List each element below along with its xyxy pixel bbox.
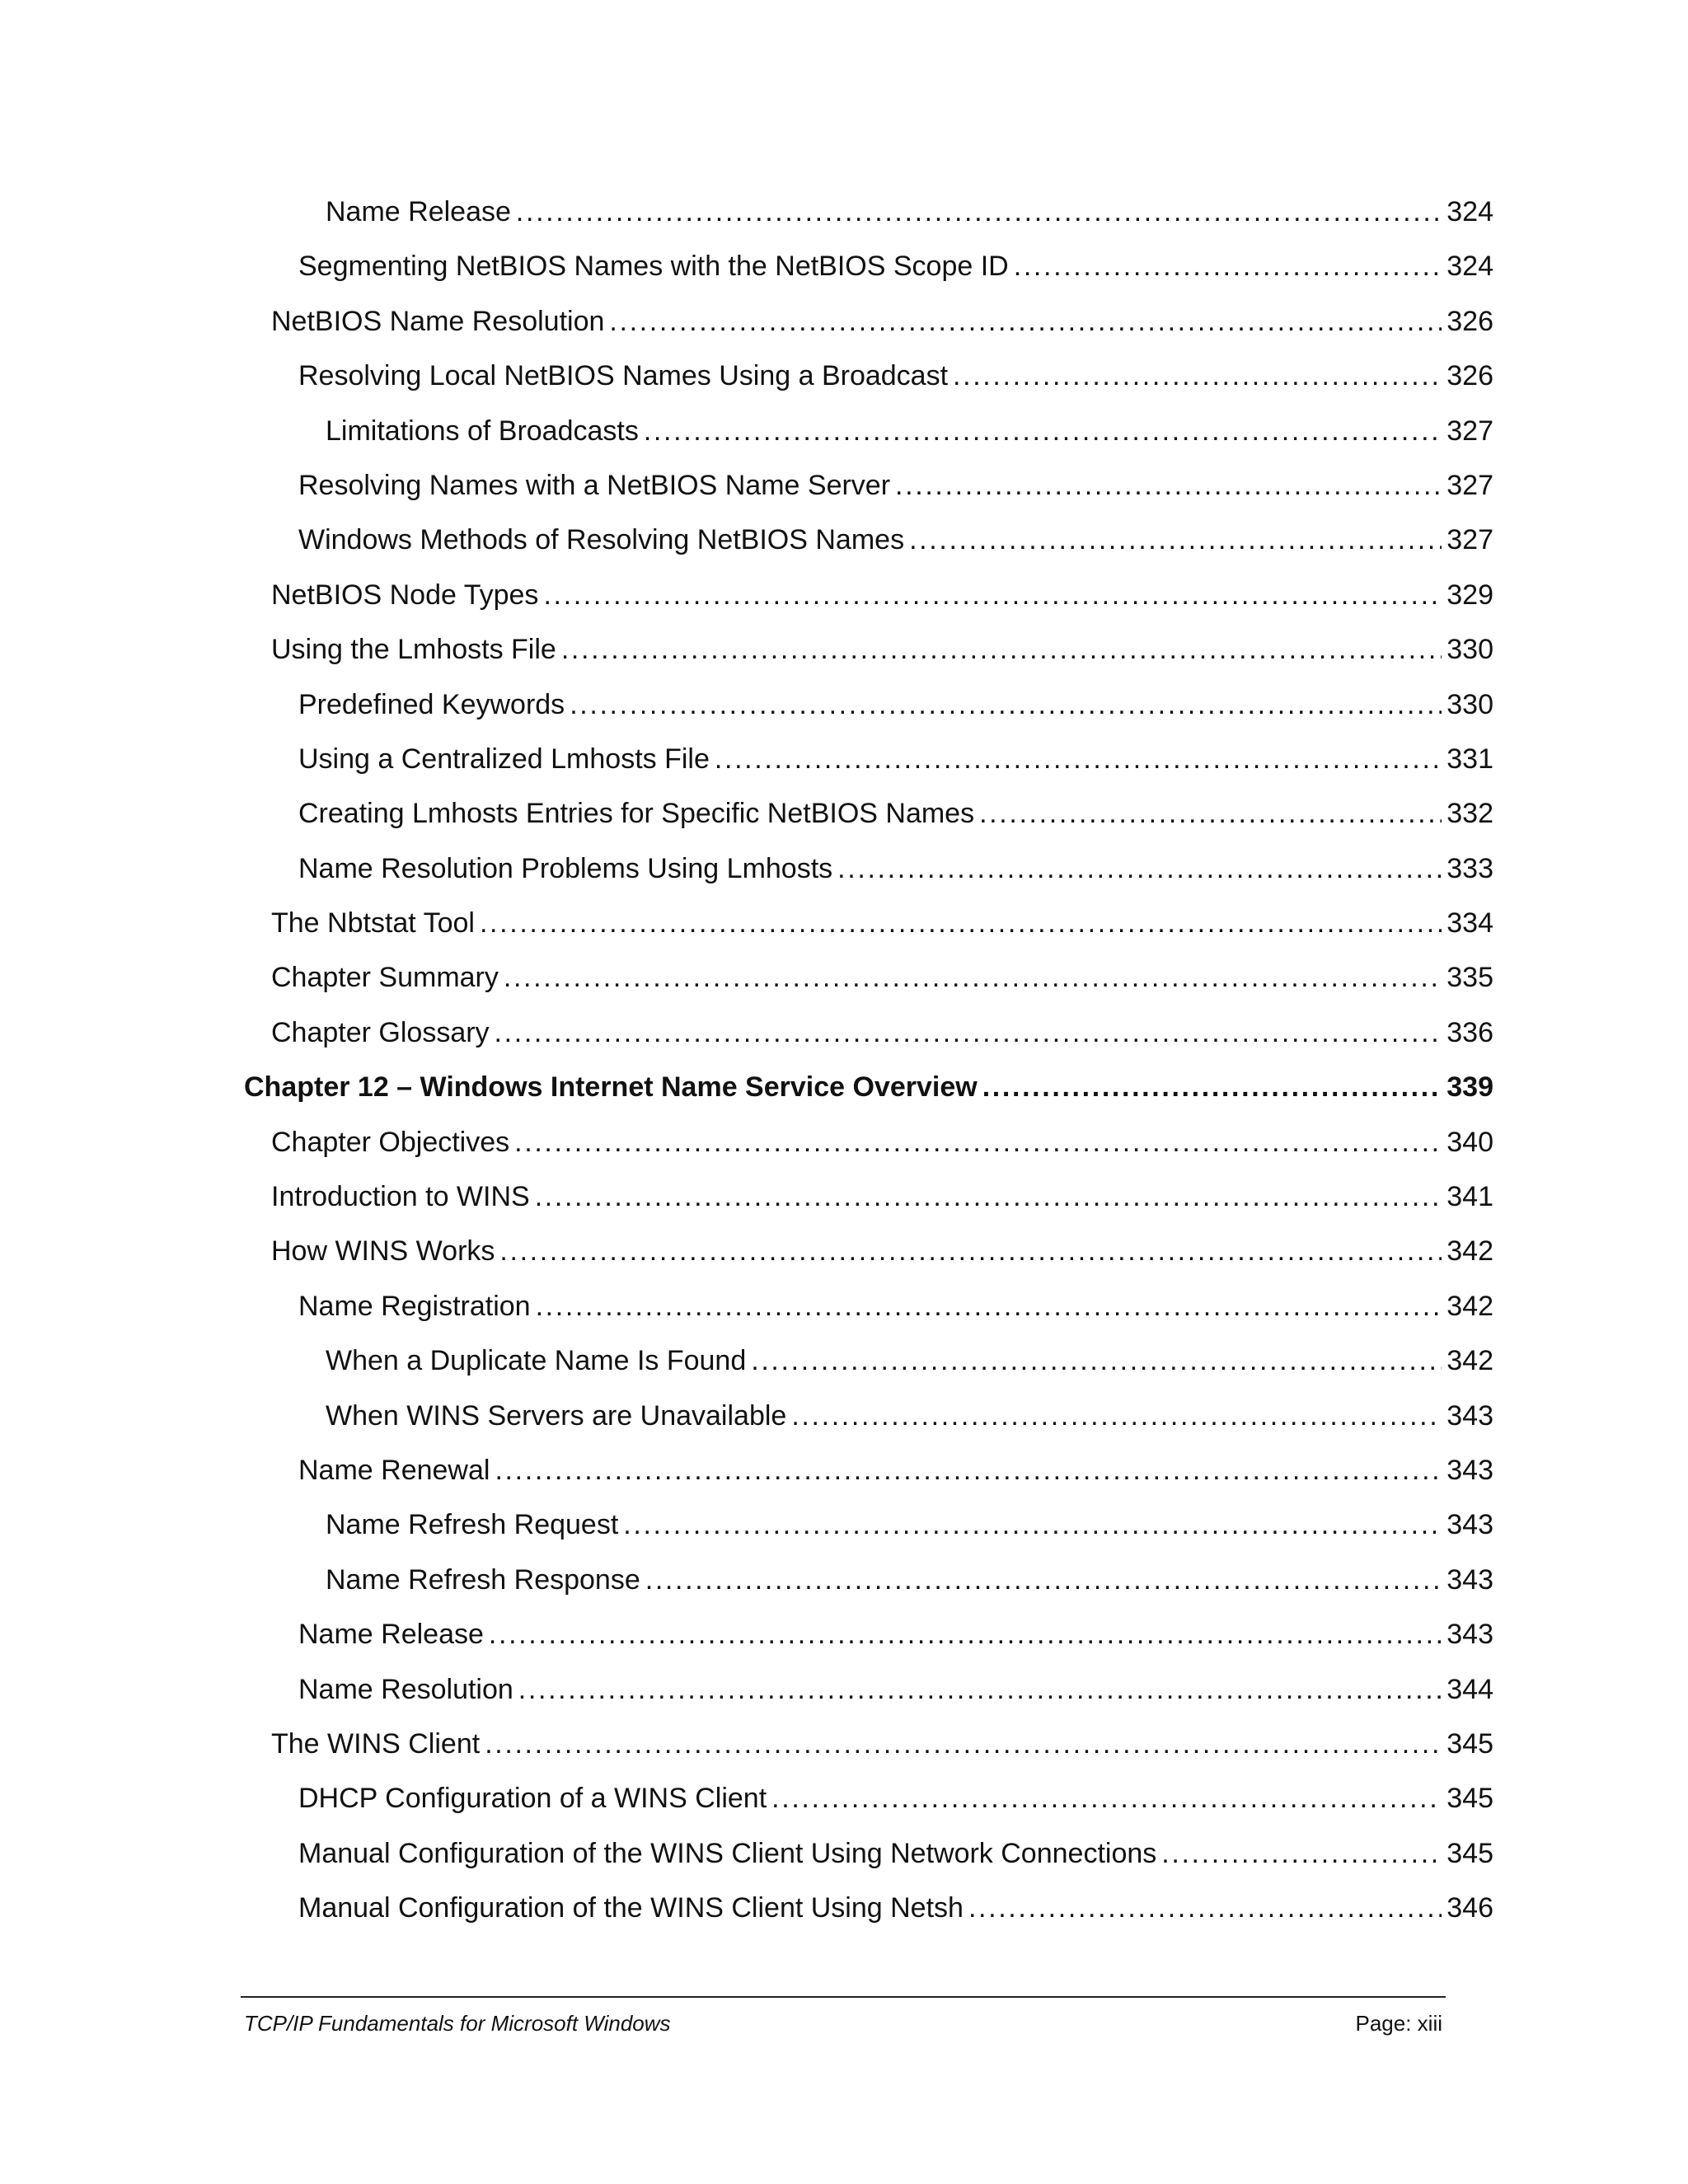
toc-dot-leader [715, 745, 1442, 773]
toc-entry[interactable] [244, 198, 1493, 252]
toc-entry[interactable] [244, 1894, 1493, 1948]
toc-entry-title: How WINS Works [271, 1235, 495, 1268]
toc-entry-page: 326 [1447, 360, 1493, 392]
toc-entry[interactable] [244, 963, 1493, 1018]
toc-entry-page: 343 [1447, 1619, 1493, 1651]
toc-entry-page: 333 [1447, 852, 1493, 884]
toc-entry[interactable] [244, 1237, 1493, 1291]
toc-entry[interactable] [244, 1347, 1493, 1401]
toc-entry[interactable] [244, 1183, 1493, 1237]
toc-entry[interactable] [244, 852, 1493, 909]
toc-entry-title: The WINS Client [271, 1727, 481, 1760]
toc-dot-leader [609, 307, 1442, 335]
toc-entry-page: 339 [1447, 1071, 1493, 1104]
toc-dot-leader [570, 691, 1442, 719]
toc-entry[interactable] [244, 252, 1493, 307]
toc-entry-title: Predefined Keywords [298, 688, 565, 720]
toc-entry-title: Creating Lmhosts Entries for Specific NetBIOS Names [298, 798, 975, 830]
toc-entry-title: Using the Lmhosts File [271, 634, 556, 666]
toc-dot-leader [480, 909, 1442, 937]
toc-dot-leader [485, 1730, 1442, 1758]
toc-entry-title: Introduction to WINS [271, 1181, 530, 1213]
toc-entry-page: 324 [1447, 251, 1493, 283]
toc-entry-title: Windows Methods of Resolving NetBIOS Names [298, 524, 905, 556]
toc-chapter-entry[interactable] [244, 1073, 1493, 1127]
toc-entry-page: 329 [1447, 579, 1493, 611]
toc-entry-page: 330 [1447, 634, 1493, 666]
toc-dot-leader [771, 1784, 1442, 1812]
toc-entry[interactable] [244, 1511, 1493, 1565]
toc-dot-leader [489, 1620, 1442, 1648]
toc-entry-title: Chapter Objectives [271, 1126, 510, 1158]
toc-entry[interactable] [244, 635, 1493, 690]
toc-entry[interactable] [244, 526, 1493, 580]
toc-dot-leader [751, 1347, 1442, 1375]
toc-dot-leader [979, 799, 1442, 827]
toc-entry-title: Name Resolution Problems Using Lmhosts [298, 852, 833, 884]
toc-entry-page: 332 [1447, 798, 1493, 830]
toc-entry[interactable] [244, 1292, 1493, 1347]
toc-entry-title: Chapter Glossary [271, 1016, 490, 1048]
toc-entry[interactable] [244, 1675, 1493, 1730]
toc-dot-leader [895, 471, 1442, 499]
toc-dot-leader [837, 855, 1442, 883]
toc-dot-leader [495, 1019, 1442, 1047]
toc-entry-title: NetBIOS Node Types [271, 579, 539, 611]
toc-entry-title: DHCP Configuration of a WINS Client [298, 1783, 767, 1815]
toc-entry-title: Name Release [298, 1619, 484, 1651]
toc-dot-leader [645, 1566, 1442, 1594]
toc-dot-leader [968, 1894, 1442, 1922]
toc-entry[interactable] [244, 471, 1493, 526]
toc-entry[interactable] [244, 1620, 1493, 1675]
footer-divider [241, 1996, 1446, 1998]
toc-entry-page: 324 [1447, 196, 1493, 227]
toc-entry[interactable] [244, 417, 1493, 471]
toc-entry[interactable] [244, 1563, 1493, 1620]
toc-entry-title: Name Registration [298, 1290, 531, 1322]
toc-entry[interactable] [244, 909, 1493, 963]
toc-dot-leader [536, 1292, 1442, 1320]
toc-entry-title: Manual Configuration of the WINS Client Using Network Connections [298, 1837, 1157, 1869]
toc-entry-page: 342 [1447, 1235, 1493, 1268]
toc-dot-leader [499, 1237, 1442, 1265]
toc-dot-leader [1161, 1840, 1442, 1868]
toc-entry-title: Name Refresh Response [326, 1563, 640, 1596]
toc-entry-title: NetBIOS Name Resolution [271, 305, 605, 337]
toc-entry-page: 343 [1447, 1509, 1493, 1541]
toc-entry[interactable] [244, 362, 1493, 416]
toc-entry-title: Resolving Names with a NetBIOS Name Server [298, 469, 891, 501]
toc-entry-title: Chapter 12 – Windows Internet Name Service Overview [244, 1071, 978, 1104]
toc-dot-leader [514, 1128, 1442, 1156]
toc-entry[interactable] [244, 1128, 1493, 1183]
toc-entry-page: 326 [1447, 305, 1493, 337]
toc-dot-leader [535, 1183, 1442, 1211]
toc-dot-leader [1014, 252, 1442, 280]
toc-entry-page: 327 [1447, 524, 1493, 556]
toc-dot-leader [791, 1402, 1442, 1430]
toc-entry[interactable] [244, 745, 1493, 799]
toc-entry-title: When WINS Servers are Unavailable [326, 1399, 787, 1432]
toc-entry-page: 330 [1447, 688, 1493, 720]
toc-entry-title: Name Release [326, 196, 511, 227]
toc-entry-title: Manual Configuration of the WINS Client Using Netsh [298, 1892, 964, 1924]
toc-entry-title: The Nbtstat Tool [271, 907, 475, 940]
toc-dot-leader [909, 526, 1442, 554]
toc-dot-leader [982, 1073, 1442, 1101]
toc-entry-title: Resolving Local NetBIOS Names Using a Broadcast [298, 360, 949, 392]
toc-entry-title: Using a Centralized Lmhosts File [298, 743, 710, 775]
toc-dot-leader [543, 581, 1442, 609]
toc-entry-page: 345 [1447, 1783, 1493, 1815]
table-of-contents [244, 198, 1493, 1949]
toc-entry[interactable] [244, 1727, 1493, 1784]
toc-entry[interactable] [244, 1399, 1493, 1456]
toc-dot-leader [623, 1511, 1442, 1539]
toc-entry-page: 343 [1447, 1399, 1493, 1432]
toc-entry[interactable] [244, 688, 1493, 745]
toc-entry[interactable] [244, 1837, 1493, 1894]
toc-entry[interactable] [244, 1784, 1493, 1839]
toc-entry-page: 342 [1447, 1345, 1493, 1377]
toc-entry-title: Name Resolution [298, 1673, 513, 1705]
toc-entry-title: Name Renewal [298, 1454, 490, 1486]
toc-entry-page: 346 [1447, 1892, 1493, 1924]
toc-entry-page: 343 [1447, 1563, 1493, 1596]
toc-entry-title: When a Duplicate Name Is Found [326, 1345, 747, 1377]
toc-dot-leader [561, 635, 1442, 663]
footer-book-title: TCP/IP Fundamentals for Microsoft Windows [244, 2011, 671, 2036]
toc-dot-leader [953, 362, 1442, 390]
toc-entry-title: Chapter Summary [271, 962, 499, 994]
toc-entry-page: 340 [1447, 1126, 1493, 1158]
toc-entry-title: Name Refresh Request [326, 1509, 619, 1541]
toc-entry-title: Segmenting NetBIOS Names with the NetBIOS Scope ID [298, 251, 1009, 283]
toc-entry-title: Limitations of Broadcasts [326, 415, 639, 447]
toc-entry[interactable] [244, 581, 1493, 635]
toc-entry-page: 335 [1447, 962, 1493, 994]
toc-entry-page: 331 [1447, 743, 1493, 775]
toc-entry-page: 327 [1447, 469, 1493, 501]
toc-dot-leader [504, 963, 1442, 991]
toc-entry[interactable] [244, 307, 1493, 362]
toc-entry-page: 345 [1447, 1837, 1493, 1869]
toc-dot-leader [518, 1675, 1442, 1704]
toc-dot-leader [495, 1456, 1442, 1484]
footer-page-number: Page: xiii [1355, 2011, 1442, 2036]
toc-entry-page: 327 [1447, 415, 1493, 447]
toc-entry-page: 334 [1447, 907, 1493, 940]
toc-entry-page: 341 [1447, 1181, 1493, 1213]
toc-entry[interactable] [244, 1456, 1493, 1511]
toc-entry-page: 345 [1447, 1727, 1493, 1760]
toc-entry-page: 343 [1447, 1454, 1493, 1486]
toc-entry[interactable] [244, 1016, 1493, 1073]
toc-entry[interactable] [244, 799, 1493, 854]
toc-entry-page: 342 [1447, 1290, 1493, 1322]
toc-entry-page: 344 [1447, 1673, 1493, 1705]
toc-dot-leader [516, 198, 1442, 226]
toc-entry-page: 336 [1447, 1016, 1493, 1048]
toc-dot-leader [644, 417, 1442, 445]
